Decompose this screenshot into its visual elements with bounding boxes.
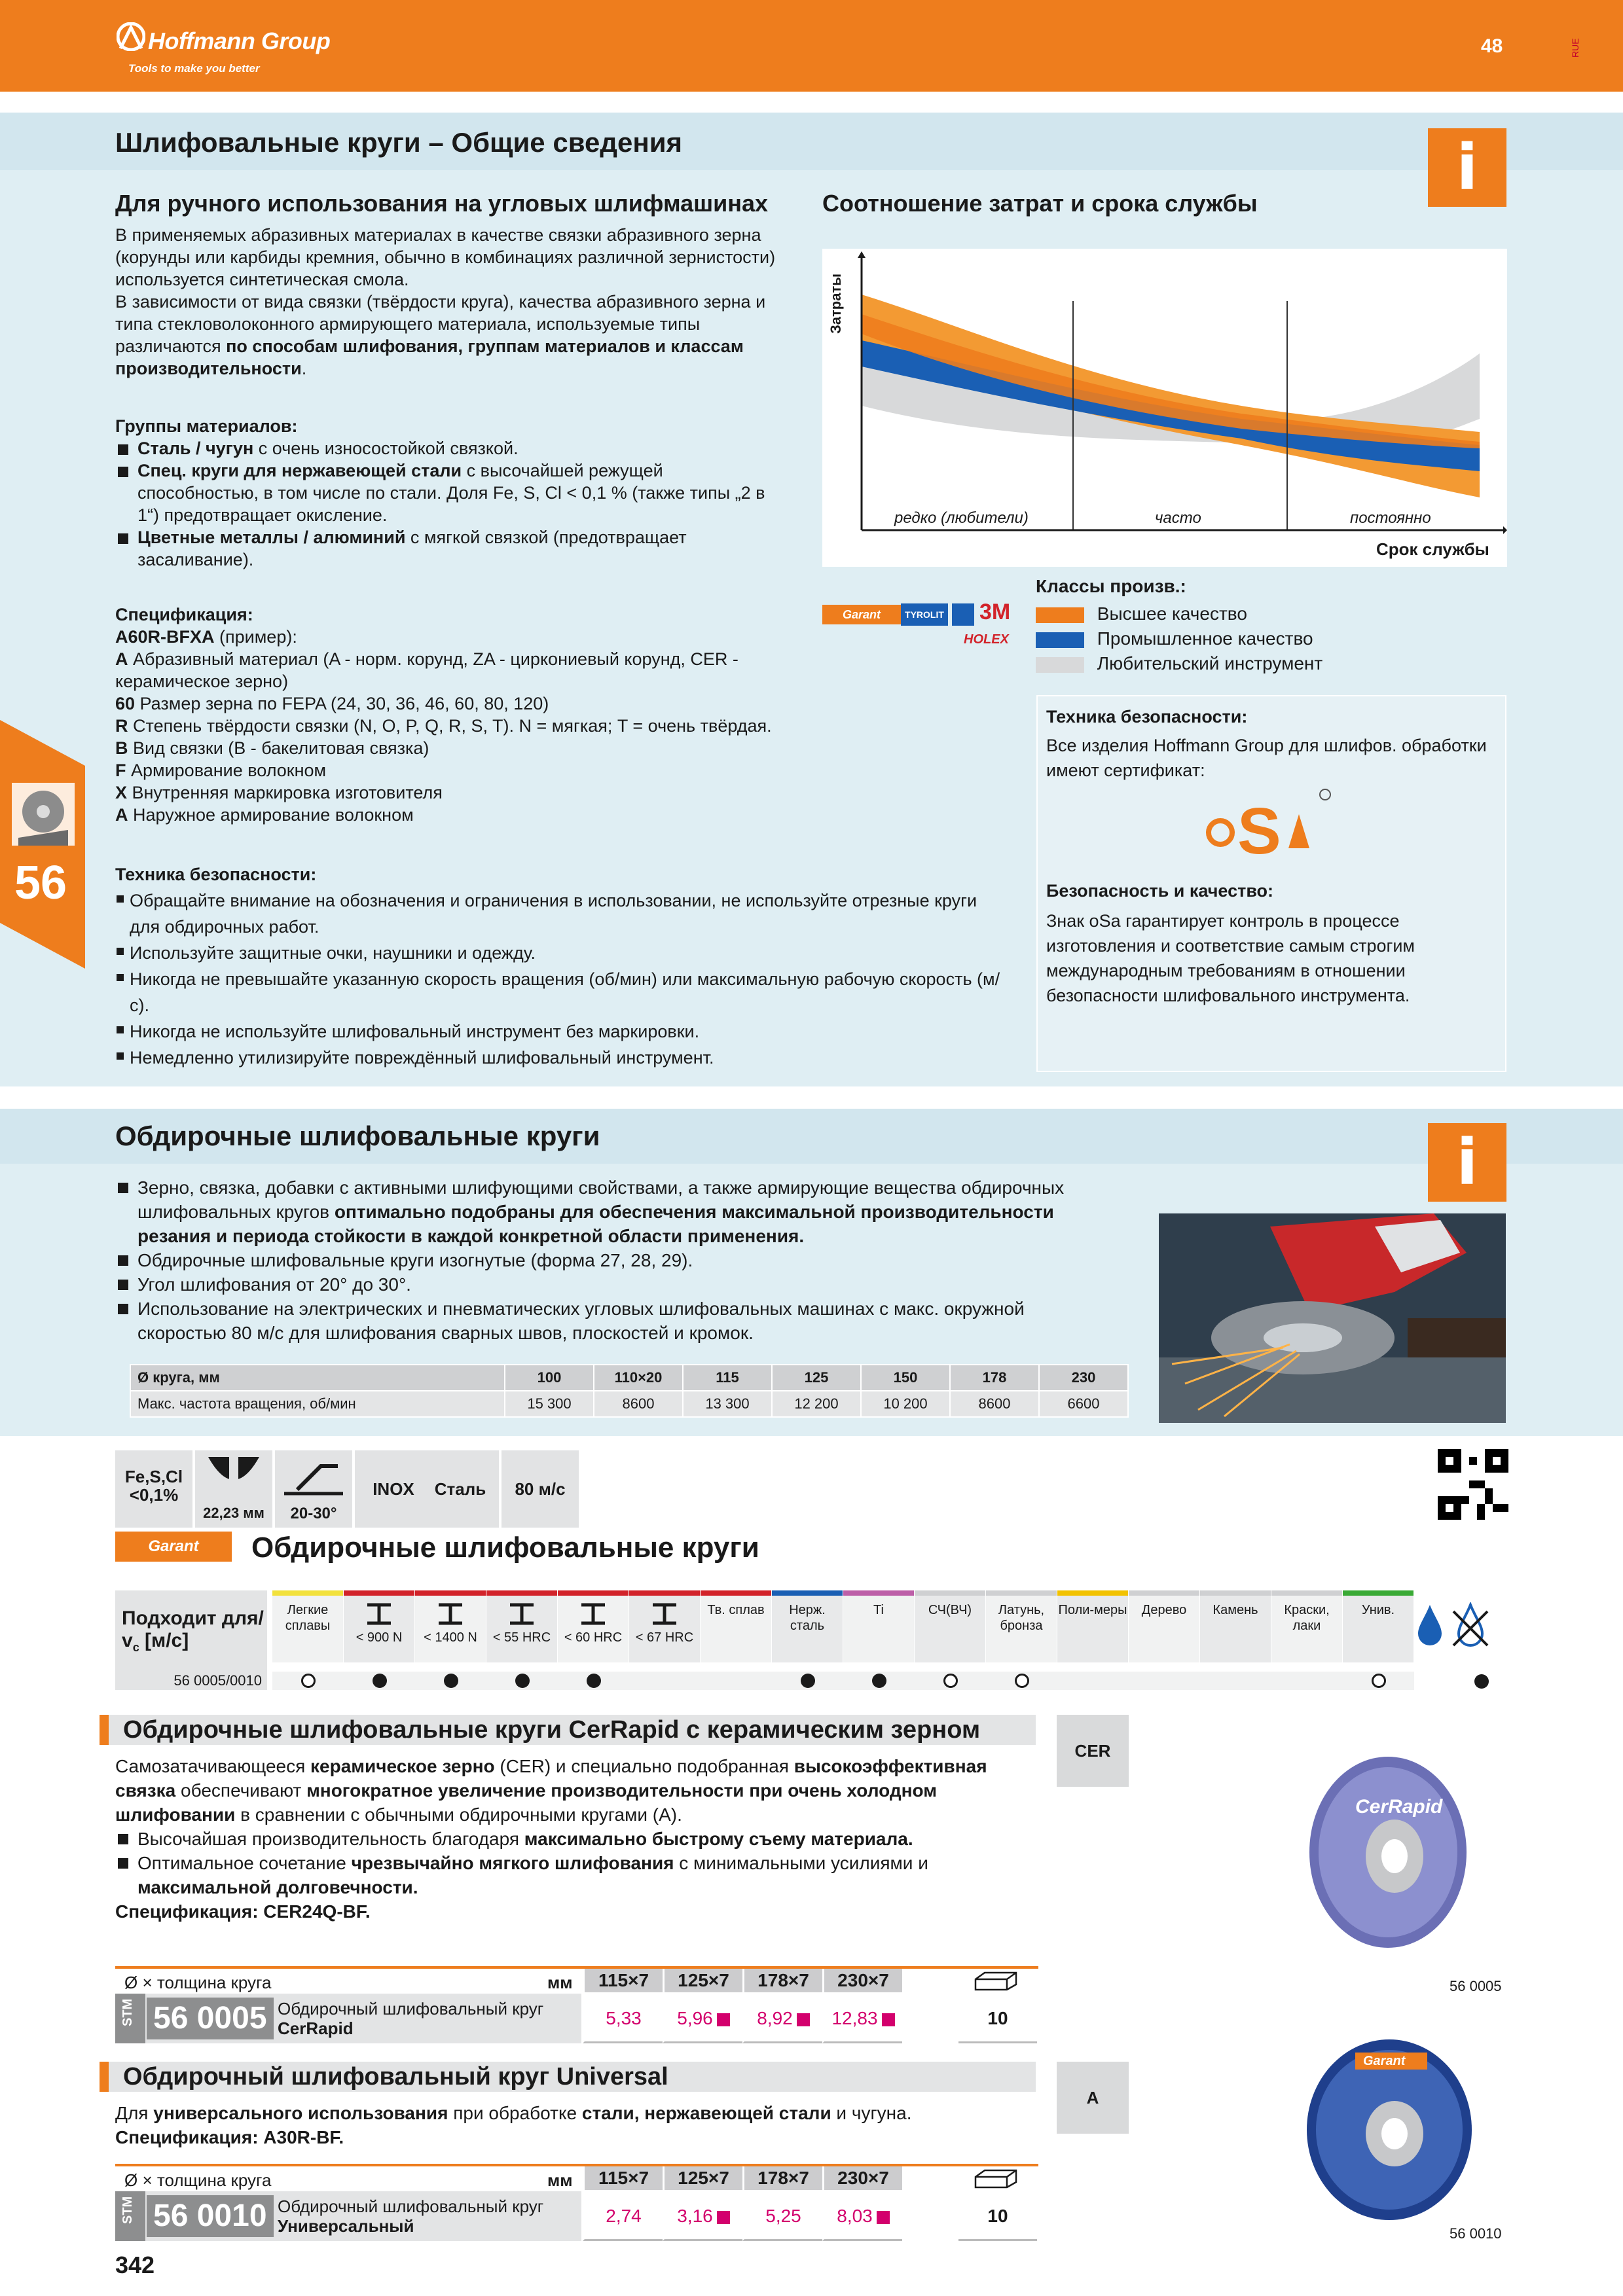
list-item: Использование на электрических и пневматических угловых шлифовальных машинах с макс. окружной скоростью 80 м/с для шлифования сварных швов, плоскостей и кромок. bbox=[115, 1297, 1110, 1345]
safety-box-text: Все изделия Hoffmann Group для шлифов. обработки имеют сертификат: bbox=[1046, 736, 1487, 780]
list-item: Высочайшая производительность благодаря максимально быстрому съему материала. bbox=[115, 1827, 1025, 1851]
suitability-column bbox=[415, 1590, 486, 1662]
cost-life-chart bbox=[822, 249, 1507, 567]
spec-line: A Абразивный материал (A - норм. корунд, ZA - циркониевый корунд, CER - керамическое зерно) bbox=[115, 649, 739, 691]
spec-line: 60 Размер зерна по FEPA (24, 30, 36, 46, 60, 80, 120) bbox=[115, 694, 549, 713]
speed-80-icon: 80 м/с bbox=[501, 1450, 579, 1528]
page-number: 342 bbox=[115, 2251, 155, 2278]
article-prefix: STM bbox=[120, 2196, 135, 2224]
suitability-label: < 55 HRC bbox=[492, 1630, 551, 1645]
suitable-dot bbox=[444, 1674, 458, 1688]
y-axis-label: Затраты bbox=[828, 273, 844, 334]
table-cell: 12 200 bbox=[772, 1391, 861, 1417]
suitability-label: < 900 N bbox=[356, 1630, 403, 1645]
suitability-cell bbox=[1057, 1672, 1129, 1690]
suitable-dot bbox=[515, 1674, 530, 1688]
pack-size: 10 bbox=[958, 2191, 1037, 2241]
suitability-label: Легкие сплавы bbox=[285, 1603, 331, 1633]
suitability-cell bbox=[486, 1672, 558, 1690]
unit-label: мм bbox=[547, 2170, 573, 2190]
zone-label-rare: редко (любители) bbox=[894, 509, 1029, 527]
conditional-dot bbox=[1372, 1674, 1386, 1688]
table-cell: 125 bbox=[772, 1365, 861, 1391]
grinder-photo bbox=[1159, 1213, 1506, 1423]
product-name: Обдирочный шлифовальный круг CerRapid bbox=[278, 1999, 544, 2038]
table-cell: 15 300 bbox=[505, 1391, 594, 1417]
product-title: Обдирочные шлифовальные круги CerRapid с керамическим зерном bbox=[100, 1715, 1036, 1745]
legend-industrial-quality: Промышленное качество bbox=[1036, 628, 1313, 649]
table-cell: 8600 bbox=[594, 1391, 683, 1417]
article-number[interactable]: 56 0005 bbox=[147, 1998, 274, 2039]
price-row bbox=[583, 1994, 902, 2043]
dims-row bbox=[583, 1969, 902, 1992]
speed-header: Макс. частота вращения, об/мин bbox=[130, 1391, 505, 1417]
table-cell: 115 bbox=[683, 1365, 772, 1391]
suitability-label: < 60 HRC bbox=[564, 1630, 623, 1645]
angle-icon bbox=[275, 1450, 352, 1528]
legend-swatch bbox=[1036, 607, 1084, 623]
price-cell[interactable]: 8,03 bbox=[822, 2191, 902, 2241]
stock-marker-icon bbox=[717, 2211, 730, 2224]
suitability-cell bbox=[701, 1672, 772, 1690]
chapter-tab[interactable] bbox=[0, 720, 85, 969]
dims-label: Ø × толщина круга bbox=[124, 1973, 272, 1992]
legend-hobby-tool: Любительский инструмент bbox=[1036, 653, 1322, 674]
product-group-title: Обдирочные шлифовальные круги bbox=[251, 1532, 759, 1564]
section-title: Обдирочные шлифовальные круги bbox=[115, 1121, 600, 1151]
suitability-column bbox=[915, 1590, 985, 1662]
inox-icon: INOX bbox=[355, 1450, 432, 1528]
chapter-number: 56 bbox=[14, 857, 67, 909]
svg-text:S: S bbox=[1237, 795, 1281, 867]
dimension-cell: 230×7 bbox=[822, 2166, 902, 2190]
suitability-column bbox=[1271, 1590, 1342, 1662]
list-item: Никогда не превышайте указанную скорость вращения (об/мин) или максимальную рабочую скорость (м/с). bbox=[115, 966, 1006, 1018]
suitability-label: < 67 HRC bbox=[635, 1630, 694, 1645]
roughing-bullets bbox=[115, 1175, 1110, 1345]
diameter-header: Ø круга, мм bbox=[130, 1365, 505, 1391]
price-cell[interactable]: 5,33 bbox=[583, 1994, 663, 2043]
suitability-cell bbox=[415, 1672, 486, 1690]
bullet-list bbox=[115, 1827, 1025, 1899]
suitability-label: Краски, лаки bbox=[1284, 1603, 1330, 1633]
safety-box-heading: Техника безопасности: bbox=[1046, 707, 1248, 726]
suitable-dot bbox=[587, 1674, 601, 1688]
list-item: Угол шлифования от 20° до 30°. bbox=[115, 1272, 1110, 1297]
garant-logo: Garant bbox=[822, 605, 901, 624]
bore-icon bbox=[195, 1450, 272, 1528]
suitable-dot bbox=[801, 1674, 815, 1688]
suitability-cell bbox=[272, 1672, 344, 1690]
product-name: Обдирочный шлифовальный круг Универсальный bbox=[278, 2197, 544, 2236]
stock-marker-icon bbox=[877, 2211, 890, 2224]
description-text: Для универсального использования при обработке стали, нержавеющей стали и чугуна. bbox=[115, 2103, 912, 2123]
dimension-cell: 115×7 bbox=[583, 1969, 663, 1992]
disc-label: Garant bbox=[1363, 2054, 1406, 2068]
suitable-dot bbox=[872, 1674, 886, 1688]
grinding-angle: 20-30° bbox=[290, 1505, 337, 1522]
dry-grinding-icon bbox=[1451, 1602, 1490, 1648]
catalog-page-number: 48 bbox=[1481, 35, 1503, 57]
pack-size: 10 bbox=[958, 1994, 1037, 2043]
speed-table bbox=[130, 1364, 1129, 1418]
safety-block bbox=[115, 861, 1006, 1071]
suitability-cell bbox=[1200, 1672, 1271, 1690]
specification-block bbox=[115, 603, 796, 826]
qr-code-icon[interactable] bbox=[1438, 1449, 1508, 1520]
suitability-column bbox=[772, 1590, 843, 1662]
i-beam-icon bbox=[486, 1602, 557, 1630]
suitability-label: Поли-меры bbox=[1058, 1603, 1127, 1617]
bullet-list bbox=[115, 1175, 1110, 1345]
spec-line: B Вид связки (B - бакелитовая связка) bbox=[115, 738, 429, 758]
suitability-label: СЧ(ВЧ) bbox=[928, 1603, 972, 1617]
dimension-cell: 230×7 bbox=[822, 1969, 902, 1992]
manual-use-block bbox=[115, 190, 803, 380]
dimension-cell: 125×7 bbox=[663, 1969, 742, 1992]
suitability-cell bbox=[1271, 1672, 1343, 1690]
quality-block bbox=[1046, 878, 1498, 1008]
x-axis-label: Срок службы bbox=[1376, 539, 1489, 559]
suitability-label: Тв. сплав bbox=[707, 1603, 765, 1617]
suitable-dot bbox=[373, 1674, 387, 1688]
list-item: Цветные металлы / алюминий с мягкой связкой (предотвращает засаливание). bbox=[115, 526, 783, 571]
quality-heading: Безопасность и качество: bbox=[1046, 881, 1274, 901]
suitability-column bbox=[344, 1590, 414, 1662]
stock-marker-icon bbox=[882, 2013, 895, 2026]
price-cell[interactable]: 3,16 bbox=[663, 2191, 742, 2241]
dry-dot bbox=[1474, 1674, 1489, 1689]
list-item: Используйте защитные очки, наушники и одежду. bbox=[115, 940, 1006, 966]
package-icon bbox=[973, 2168, 1019, 2190]
bore-size: 22,23 мм bbox=[203, 1505, 264, 1521]
brand-tagline: Tools to make you better bbox=[128, 62, 260, 75]
spec-line: A Наружное армирование волокном bbox=[115, 805, 414, 825]
table-cell: 8600 bbox=[950, 1391, 1039, 1417]
image-caption: 56 0010 bbox=[1450, 2225, 1502, 2242]
list-item: Сталь / чугун с очень износостойкой связкой. bbox=[115, 437, 783, 459]
material-groups-list bbox=[115, 437, 783, 571]
suitability-column bbox=[272, 1590, 343, 1662]
table-cell: 150 bbox=[861, 1365, 950, 1391]
zone-label-constant: постоянно bbox=[1350, 509, 1431, 527]
material-groups bbox=[115, 415, 783, 571]
table-cell: 110×20 bbox=[594, 1365, 683, 1391]
suitability-cell bbox=[344, 1672, 415, 1690]
suitability-cell bbox=[986, 1672, 1057, 1690]
dimension-cell: 125×7 bbox=[663, 2166, 742, 2190]
grain-tag: CER bbox=[1057, 1715, 1129, 1787]
package-icon bbox=[973, 1970, 1019, 1992]
price-cell[interactable]: 12,83 bbox=[822, 1994, 902, 2043]
osa-logo-icon bbox=[1201, 788, 1332, 867]
suitability-column bbox=[701, 1590, 771, 1662]
spec-heading: Спецификация: bbox=[115, 605, 253, 624]
suitability-column bbox=[486, 1590, 557, 1662]
i-beam-icon bbox=[629, 1602, 700, 1630]
spec-line: X Внутренняя маркировка изготовителя bbox=[115, 783, 443, 802]
conditional-dot bbox=[301, 1674, 316, 1688]
suitability-label: Латунь, бронза bbox=[998, 1603, 1045, 1633]
suitability-label: Унив. bbox=[1361, 1603, 1395, 1617]
tyrolit-logo: TYROLIT bbox=[901, 603, 948, 626]
i-beam-icon bbox=[344, 1602, 414, 1630]
zone-label-often: часто bbox=[1155, 509, 1201, 527]
list-item: Никогда не используйте шлифовальный инструмент без маркировки. bbox=[115, 1018, 1006, 1045]
dimension-cell: 115×7 bbox=[583, 2166, 663, 2190]
brand-logo-icon bbox=[952, 603, 974, 626]
product-title: Обдирочный шлифовальный круг Universal bbox=[100, 2062, 1036, 2092]
suitability-cell bbox=[558, 1672, 629, 1690]
dims-row bbox=[583, 2166, 902, 2190]
table-cell: 6600 bbox=[1039, 1391, 1128, 1417]
list-item: Зерно, связка, добавки с активными шлифующими свойствами, а также армирующие вещества обдирочных шлифовальных кругов оптимально подобраны для обеспечения максимальной производительности резания и периода стойкости в каждой конкретной области применения. bbox=[115, 1175, 1110, 1248]
table-cell: 13 300 bbox=[683, 1391, 772, 1417]
article-number[interactable]: 56 0010 bbox=[147, 2195, 274, 2237]
section-title: Шлифовальные круги – Общие сведения bbox=[115, 127, 683, 158]
suitability-label: Дерево bbox=[1141, 1603, 1187, 1617]
quality-text: Знак oSa гарантирует контроль в процессе изготовления и соответствие самым строгим международным требованиям в отношении безопасности шлифовального инструмента. bbox=[1046, 911, 1415, 1005]
suitability-cell bbox=[772, 1672, 843, 1690]
product-spec: Спецификация: CER24Q-BF. bbox=[115, 1901, 371, 1922]
safety-list bbox=[115, 888, 1006, 1071]
hoffmann-logo-icon bbox=[117, 22, 145, 51]
legend-swatch bbox=[1036, 657, 1084, 673]
i-beam-icon bbox=[558, 1602, 629, 1630]
price-cell[interactable]: 5,96 bbox=[663, 1994, 742, 2043]
spec-example: A60R-BFXA (пример): bbox=[115, 627, 297, 647]
safety-heading: Техника безопасности: bbox=[115, 865, 317, 884]
suitability-cell bbox=[629, 1672, 701, 1690]
steel-icon: Сталь bbox=[422, 1450, 499, 1528]
suitability-column bbox=[1200, 1590, 1271, 1662]
suitability-cell bbox=[843, 1672, 915, 1690]
list-item: Оптимальное сочетание чрезвычайно мягкого шлифования с минимальными усилиями и максимальной долговечности. bbox=[115, 1851, 1025, 1899]
osa-logo bbox=[1201, 788, 1332, 867]
dims-label: Ø × толщина круга bbox=[124, 2170, 272, 2190]
cerrapid-disc-image bbox=[1303, 1749, 1473, 1965]
product-spec: Спецификация: A30R-BF. bbox=[115, 2127, 344, 2147]
table-cell: 178 bbox=[950, 1365, 1039, 1391]
safety-box-content bbox=[1046, 704, 1498, 783]
list-item: Обращайте внимание на обозначения и ограничения в использовании, не используйте отрезные круги для обдирочных работ. bbox=[115, 888, 1006, 940]
suitability-column bbox=[1057, 1590, 1128, 1662]
suitability-label: < 1400 N bbox=[424, 1630, 477, 1645]
table-cell: 10 200 bbox=[861, 1391, 950, 1417]
suitability-label: Ti bbox=[873, 1603, 884, 1617]
suitability-column bbox=[843, 1590, 914, 1662]
grinder-image bbox=[1159, 1213, 1506, 1423]
manual-paragraph-1: В применяемых абразивных материалах в качестве связки абразивного зерна (корунды или карбиды кремния, обычно в комбинациях различной зернистости) используется синтетическая смола. bbox=[115, 225, 776, 289]
legend-swatch bbox=[1036, 632, 1084, 648]
wet-grinding-icon bbox=[1415, 1602, 1444, 1648]
suitability-column bbox=[986, 1590, 1057, 1662]
stock-marker-icon bbox=[717, 2013, 730, 2026]
suitability-label: Нерж. сталь bbox=[789, 1603, 826, 1633]
product-description bbox=[115, 1754, 1025, 1924]
price-cell[interactable]: 8,92 bbox=[742, 1994, 822, 2043]
suitability-cell bbox=[1343, 1672, 1414, 1690]
performance-classes-heading: Классы произв.: bbox=[1036, 576, 1186, 596]
manual-paragraph-2: В зависимости от вида связки (твёрдости круга), качества абразивного зерна и типа стекловолоконного армирующего материала, используемые типы различаются по способам шлифования, группам материалов и классам производительности. bbox=[115, 292, 766, 378]
suitability-label: Камень bbox=[1213, 1603, 1258, 1617]
price-cell[interactable]: 5,25 bbox=[742, 2191, 822, 2241]
unit-label: мм bbox=[547, 1973, 573, 1992]
conditional-dot bbox=[943, 1674, 958, 1688]
i-beam-icon bbox=[415, 1602, 486, 1630]
table-cell: 230 bbox=[1039, 1365, 1128, 1391]
suitability-column bbox=[1343, 1590, 1413, 1662]
conditional-dot bbox=[1015, 1674, 1029, 1688]
spec-line: R Степень твёрдости связки (N, O, P, Q, R, S, T). N = мягкая; T = очень твёрдая. bbox=[115, 716, 772, 736]
chart-heading: Соотношение затрат и срока службы bbox=[822, 190, 1258, 217]
info-icon: i bbox=[1428, 128, 1506, 207]
3m-logo: 3M bbox=[979, 600, 1011, 624]
stock-marker-icon bbox=[797, 2013, 810, 2026]
article-prefix: STM bbox=[120, 1998, 135, 2026]
list-item: Обдирочные шлифовальные круги изогнутые (форма 27, 28, 29). bbox=[115, 1248, 1110, 1272]
suitability-cell bbox=[1129, 1672, 1200, 1690]
disc-label: CerRapid bbox=[1355, 1796, 1443, 1818]
image-caption: 56 0005 bbox=[1450, 1978, 1502, 1994]
product-description bbox=[115, 2101, 1025, 2149]
dimension-cell: 178×7 bbox=[742, 2166, 822, 2190]
universal-disc-image bbox=[1303, 2034, 1476, 2224]
holex-logo: HOLEX bbox=[964, 632, 1009, 647]
grain-tag: A bbox=[1057, 2062, 1129, 2134]
spec-line: F Армирование волокном bbox=[115, 761, 327, 780]
price-cell[interactable]: 2,74 bbox=[583, 2191, 663, 2241]
fe-s-cl-icon: Fe,S,Cl <0,1% bbox=[115, 1450, 192, 1528]
suitability-cell bbox=[915, 1672, 986, 1690]
list-item: Спец. круги для нержавеющей стали с высочайшей режущей способностью, в том числе по стали. Доля Fe, S, Cl < 0,1 % (также типы „2 в 1“) предотвращает окисление. bbox=[115, 459, 783, 526]
language-code: RUE bbox=[1570, 38, 1580, 58]
suitability-label: Подходит для/ $v_c$ [м/с] bbox=[122, 1607, 264, 1654]
material-groups-heading: Группы материалов: bbox=[115, 416, 298, 436]
brand-name[interactable]: Hoffmann Group bbox=[148, 27, 331, 54]
article-ref: 56 0005/0010 bbox=[115, 1672, 267, 1690]
manual-use-heading: Для ручного использования на угловых шлифмашинах bbox=[115, 190, 769, 217]
price-row bbox=[583, 2191, 902, 2241]
table-cell: 100 bbox=[505, 1365, 594, 1391]
legend-top-quality: Высшее качество bbox=[1036, 603, 1247, 624]
suitability-column bbox=[1129, 1590, 1199, 1662]
info-icon: i bbox=[1428, 1123, 1506, 1202]
garant-logo: Garant bbox=[115, 1532, 232, 1562]
suitability-column bbox=[558, 1590, 629, 1662]
description-text: Самозатачивающееся керамическое зерно (CER) и специально подобранная высокоэффективная связка обеспечивают многократное увеличение производительности при очень холодном шлифовании в сравнении с обычными обдирочными кругами (A). bbox=[115, 1756, 987, 1825]
dimension-cell: 178×7 bbox=[742, 1969, 822, 1992]
list-item: Немедленно утилизируйте повреждённый шлифовальный инструмент. bbox=[115, 1045, 1006, 1071]
suitability-column bbox=[629, 1590, 700, 1662]
